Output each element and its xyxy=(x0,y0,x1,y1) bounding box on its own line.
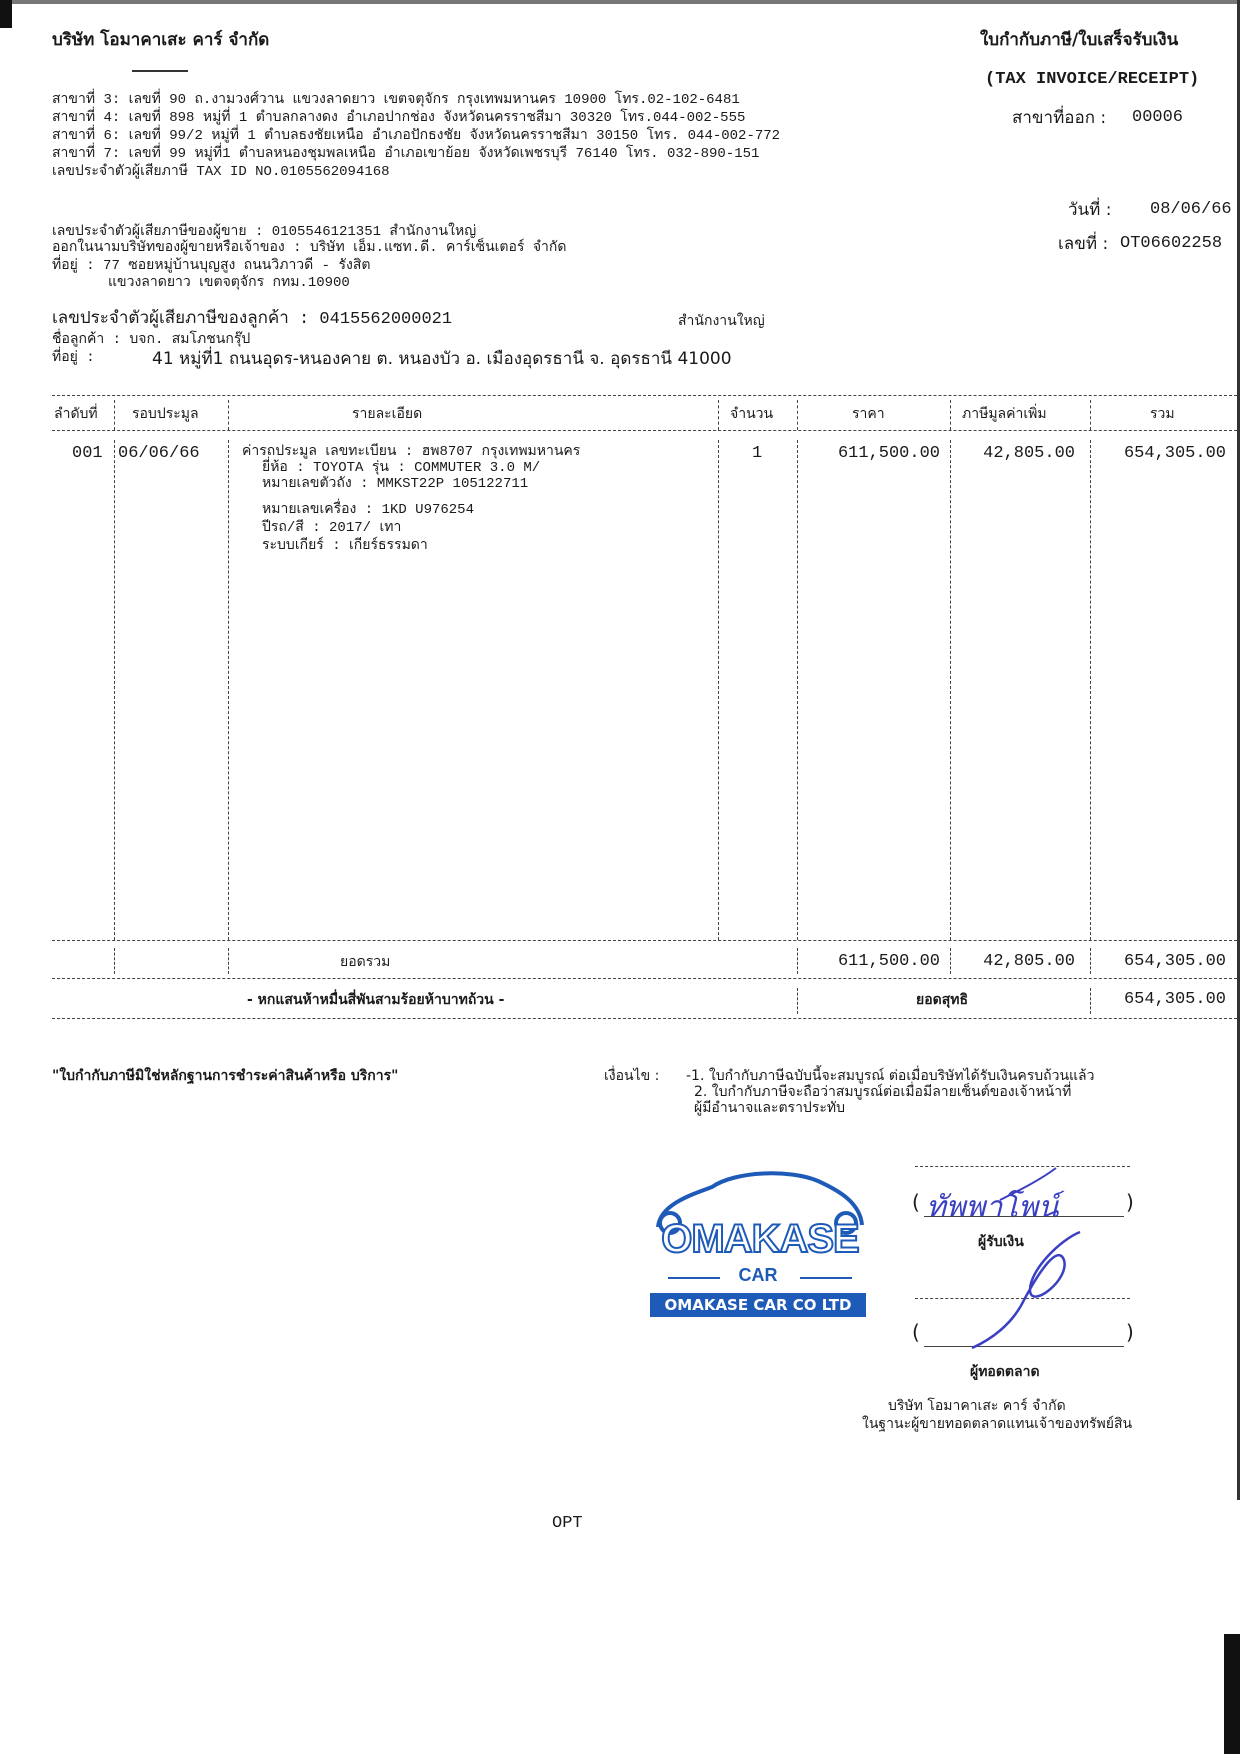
scan-top-edge xyxy=(0,0,1240,4)
signature-stroke xyxy=(960,1160,1120,1350)
row-round: 06/06/66 xyxy=(118,444,200,463)
close-paren: ) xyxy=(1126,1320,1134,1344)
signing-company: บริษัท โอมาคาเสะ คาร์ จำกัด xyxy=(888,1398,1066,1414)
company-stamp xyxy=(650,1165,870,1325)
doc-no-value: OT06602258 xyxy=(1120,234,1223,253)
stamp-rule-right xyxy=(800,1277,852,1279)
col-sep xyxy=(797,948,798,974)
col-sep xyxy=(1090,400,1091,430)
open-paren: ( xyxy=(912,1190,920,1214)
stamp-band: OMAKASE CAR CO LTD xyxy=(650,1293,866,1317)
customer-address-label: ที่อยู่ : xyxy=(52,350,95,366)
net-label: ยอดสุทธิ xyxy=(916,992,969,1008)
col-sep xyxy=(950,400,951,430)
branch-issue-label: สาขาที่ออก : xyxy=(1012,108,1107,128)
seller-tax-id: เลขประจำตัวผู้เสียภาษีของผู้ขาย : 0105546121351 สำนักงานใหญ่ xyxy=(52,224,477,240)
branch-line-4: สาขาที่ 4: เลขที่ 898 หมู่ที่ 1 ตำบลกลางดง อำเภอปากช่อง จังหวัดนครราชสีมา 30320 โทร.044-002-555 xyxy=(52,110,746,126)
header-vat: ภาษีมูลค่าเพิ่ม xyxy=(962,406,1047,422)
doc-title-th: ใบกำกับภาษี/ใบเสร็จรับเงิน xyxy=(980,30,1179,50)
tax-note: "ใบกำกับภาษีมิใช่หลักฐานการชำระค่าสินค้าหรือ บริการ" xyxy=(52,1068,399,1084)
date-label: วันที่ : xyxy=(1068,200,1112,220)
row-detail-line: ระบบเกียร์ : เกียร์ธรรมดา xyxy=(262,538,428,554)
company-name: บริษัท โอมาคาเสะ คาร์ จำกัด xyxy=(52,30,270,50)
table-body-rule xyxy=(52,940,1237,941)
row-seq: 001 xyxy=(72,444,103,463)
row-detail-line: ยี่ห้อ : TOYOTA รุ่น : COMMUTER 3.0 M/ xyxy=(262,460,541,476)
date-value: 08/06/66 xyxy=(1150,200,1232,219)
row-price: 611,500.00 xyxy=(837,444,940,463)
company-tax-id: เลขประจำตัวผู้เสียภาษี TAX ID NO.0105562094168 xyxy=(52,164,390,180)
scan-bottom-right-mark xyxy=(1224,1634,1240,1754)
stamp-car: CAR xyxy=(738,1265,778,1285)
branch-line-7: สาขาที่ 7: เลขที่ 99 หมู่ที่1 ตำบลหนองชุมพลเหนือ อำเภอเขาย้อย จังหวัดเพชรบุรี 76140 โทร. 032-890-151 xyxy=(52,146,760,162)
col-sep xyxy=(718,400,719,430)
row-qty: 1 xyxy=(752,444,763,463)
col-sep xyxy=(718,440,719,940)
signing-capacity: ในฐานะผู้ขายทอดตลาดแทนเจ้าของทรัพย์สิน xyxy=(862,1416,1133,1432)
col-sep xyxy=(950,948,951,974)
opt-label: OPT xyxy=(552,1514,583,1533)
col-sep xyxy=(950,440,951,940)
col-sep xyxy=(797,440,798,940)
condition-3: ผู้มีอำนาจและตราประทับ xyxy=(694,1100,845,1116)
seller-name: ออกในนามบริษัทของผู้ขายหรือเจ้าของ : บริษัท เอ็ม.แซท.ดี. คาร์เซ็นเตอร์ จำกัด xyxy=(52,240,567,256)
auctioneer-label: ผู้ทอดตลาด xyxy=(970,1364,1040,1380)
customer-name: ชื่อลูกค้า : บจก. สมโภชนกรุ๊ป xyxy=(52,332,251,348)
receiver-label: ผู้รับเงิน xyxy=(978,1234,1024,1250)
receiver-signature: ทัพพาโพน์ xyxy=(926,1190,1059,1225)
subtotal-total: 654,305.00 xyxy=(1123,952,1226,971)
header-qty: จำนวน xyxy=(730,406,774,422)
row-detail-line: ค่ารถประมูล เลขทะเบียน : ฮพ8707 กรุงเทพมหานคร xyxy=(242,444,581,460)
branch-line-6: สาขาที่ 6: เลขที่ 99/2 หมู่ที่ 1 ตำบลธงชัยเหนือ อำเภอปักธงชัย จังหวัดนครราชสีมา 30150 โทร. 044-002-772 xyxy=(52,128,781,144)
header-seq: ลำดับที่ xyxy=(54,406,98,422)
col-sep xyxy=(1090,440,1091,940)
scan-corner-mark xyxy=(0,0,12,28)
row-detail-line: หมายเลขตัวถัง : MMKST22P 105122711 xyxy=(262,476,529,492)
branch-line-3: สาขาที่ 3: เลขที่ 90 ถ.งามวงศ์วาน แขวงลาดยาว เขตจตุจักร กรุงเทพมหานคร 10900 โทร.02-102-6481 xyxy=(52,92,740,108)
row-detail-line: หมายเลขเครื่อง : 1KD U976254 xyxy=(262,502,474,518)
conditions-label: เงื่อนไข : xyxy=(604,1068,660,1084)
condition-2: 2. ใบกำกับภาษีจะถือว่าสมบูรณ์ต่อเมื่อมีลายเซ็นต์ของเจ้าหน้าที่ xyxy=(694,1084,1072,1100)
header-round: รอบประมูล xyxy=(132,406,199,422)
branch-issue-value: 00006 xyxy=(1132,108,1184,127)
subtotal-price: 611,500.00 xyxy=(837,952,940,971)
net-total: 654,305.00 xyxy=(1123,990,1226,1009)
col-sep xyxy=(1090,988,1091,1014)
condition-1: -1. ใบกำกับภาษีฉบับนี้จะสมบูรณ์ ต่อเมื่อบริษัทได้รับเงินครบถ้วนแล้ว xyxy=(686,1068,1095,1084)
row-total: 654,305.00 xyxy=(1123,444,1226,463)
header-total: รวม xyxy=(1150,406,1175,422)
header-details: รายละเอียด xyxy=(352,406,423,422)
row-detail-line: ปีรถ/สี : 2017/ เทา xyxy=(262,520,402,536)
col-sep xyxy=(228,440,229,940)
subtotal-vat: 42,805.00 xyxy=(983,952,1075,971)
subtotal-label: ยอดรวม xyxy=(340,954,391,970)
amount-in-words: - หกแสนห้าหมื่นสี่พันสามร้อยห้าบาทถ้วน - xyxy=(247,992,505,1008)
seller-address-2: แขวงลาดยาว เขตจตุจักร กทม.10900 xyxy=(108,275,350,291)
col-sep xyxy=(1090,948,1091,974)
seller-address-1: ที่อยู่ : 77 ซอยหมู่บ้านบุญสูง ถนนวิภาวดี - รังสิต xyxy=(52,258,371,274)
doc-title-en: (TAX INVOICE/RECEIPT) xyxy=(985,70,1200,89)
table-header-rule xyxy=(52,430,1237,431)
col-sep xyxy=(114,400,115,430)
close-paren: ) xyxy=(1126,1190,1134,1214)
row-vat: 42,805.00 xyxy=(983,444,1075,463)
customer-office: สำนักงานใหญ่ xyxy=(678,313,765,329)
col-sep xyxy=(797,400,798,430)
col-sep xyxy=(228,400,229,430)
open-paren: ( xyxy=(912,1320,920,1344)
col-sep xyxy=(228,948,229,974)
net-rule xyxy=(52,1018,1237,1019)
stamp-word: OMAKASE xyxy=(661,1217,859,1261)
customer-address: 41 หมู่ที่1 ถนนอุดร-หนองคาย ต. หนองบัว อ. เมืองอุดรธานี จ. อุดรธานี 41000 xyxy=(152,349,732,369)
table-top-rule xyxy=(52,395,1237,396)
doc-no-label: เลขที่ : xyxy=(1058,234,1109,254)
col-sep xyxy=(797,988,798,1014)
stamp-rule-left xyxy=(668,1277,720,1279)
customer-tax-id: เลขประจำตัวผู้เสียภาษีของลูกค้า : 0415562000021 xyxy=(52,310,453,329)
subtotal-rule xyxy=(52,978,1237,979)
company-underline xyxy=(132,70,188,72)
col-sep xyxy=(114,440,115,940)
col-sep xyxy=(114,948,115,974)
header-price: ราคา xyxy=(852,406,885,422)
